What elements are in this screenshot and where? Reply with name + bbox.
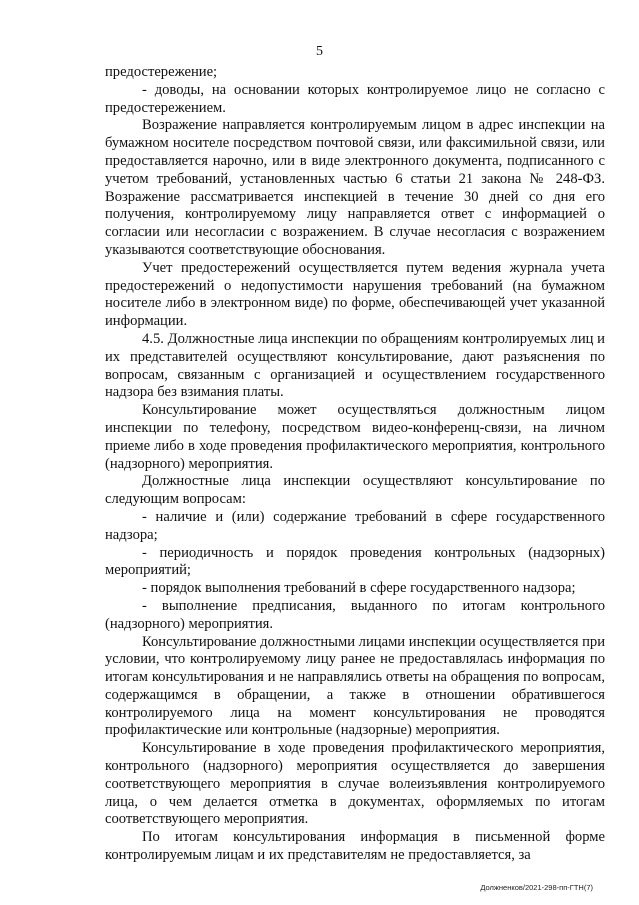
paragraph-consulting-topics: Должностные лица инспекции осуществляют консультирование по следующим вопросам:: [105, 473, 605, 508]
paragraph-list-item: - порядок выполнения требований в сфере государственного надзора;: [142, 580, 576, 597]
paragraph-list-item: - выполнение предписания, выданного по итогам контрольного (надзорного) мероприятия.: [105, 597, 605, 632]
paragraph-list-item: - доводы, на основании которых контролируемое лицо не согласно с предостережением.: [105, 81, 605, 116]
paragraph-consulting-results: По итогам консультирования информация в письменной форме контролируемым лицам и их представителям не предоставляется, за: [105, 829, 605, 864]
paragraph-list-item: - наличие и (или) содержание требований в сфере государственного надзора;: [105, 508, 605, 543]
paragraph-continuation: предостережение;: [105, 64, 218, 80]
document-body: [105, 64, 605, 865]
paragraph-list-item: - периодичность и порядок проведения контрольных (надзорных) мероприятий;: [105, 544, 605, 579]
paragraph-section-4-5: 4.5. Должностные лица инспекции по обращениям контролируемых лиц и их представителей осуществляют консультирование, дают разъяснения по вопросам, связанным с организацией и осуществлением государственного надзора без взимания платы.: [105, 330, 605, 401]
paragraph-consulting-conditions: Консультирование должностными лицами инспекции осуществляется при условии, что контролируемому лицу ранее не предоставлялась информация по итогам консультирования и не направлялись ответы на обращения по вопросам, содержащимся в обращении, а также в отношении обратившегося контролируемого лица на момент консультирования не проводятся профилактические или контрольные (надзорные) мероприятия.: [105, 633, 605, 739]
document-footer-id: Должненков/2021-298-пп-ГТН(7): [480, 883, 593, 892]
page-number: 5: [316, 44, 323, 59]
paragraph-consulting-during-event: Консультирование в ходе проведения профилактического мероприятия, контрольного (надзорного) мероприятия осуществляется до завершения соответствующего мероприятия в случае волеизъявления контролируемого лица, о чем делается отметка в документах, оформляемых по итогам соответствующего мероприятия.: [105, 740, 605, 828]
paragraph-consulting-methods: Консультирование может осуществляться должностным лицом инспекции по телефону, посредством видео-конференц-связи, на личном приеме либо в ходе проведения профилактического мероприятия, контрольного (надзорного) мероприятия.: [105, 402, 605, 472]
paragraph-objection: Возражение направляется контролируемым лицом в адрес инспекции на бумажном носителе посредством почтовой связи, или факсимильной связи, или предоставляется нарочно, или в виде электронного документа, подписанного с учетом требований, установленных частью 6 статьи 21 закона № 248-ФЗ. Возражение рассматривается инспекцией в течение 30 дней со дня его получения, контролируемому лицу направляется ответ с информацией о согласии или несогласии с возражением. В случае несогласия с возражением указываются соответствующие обоснования.: [105, 117, 605, 258]
paragraph-warnings-log: Учет предостережений осуществляется путем ведения журнала учета предостережений о недопустимости нарушения требований (на бумажном носителе либо в электронном виде) по форме, обеспечивающей учет указанной информации.: [105, 259, 605, 330]
